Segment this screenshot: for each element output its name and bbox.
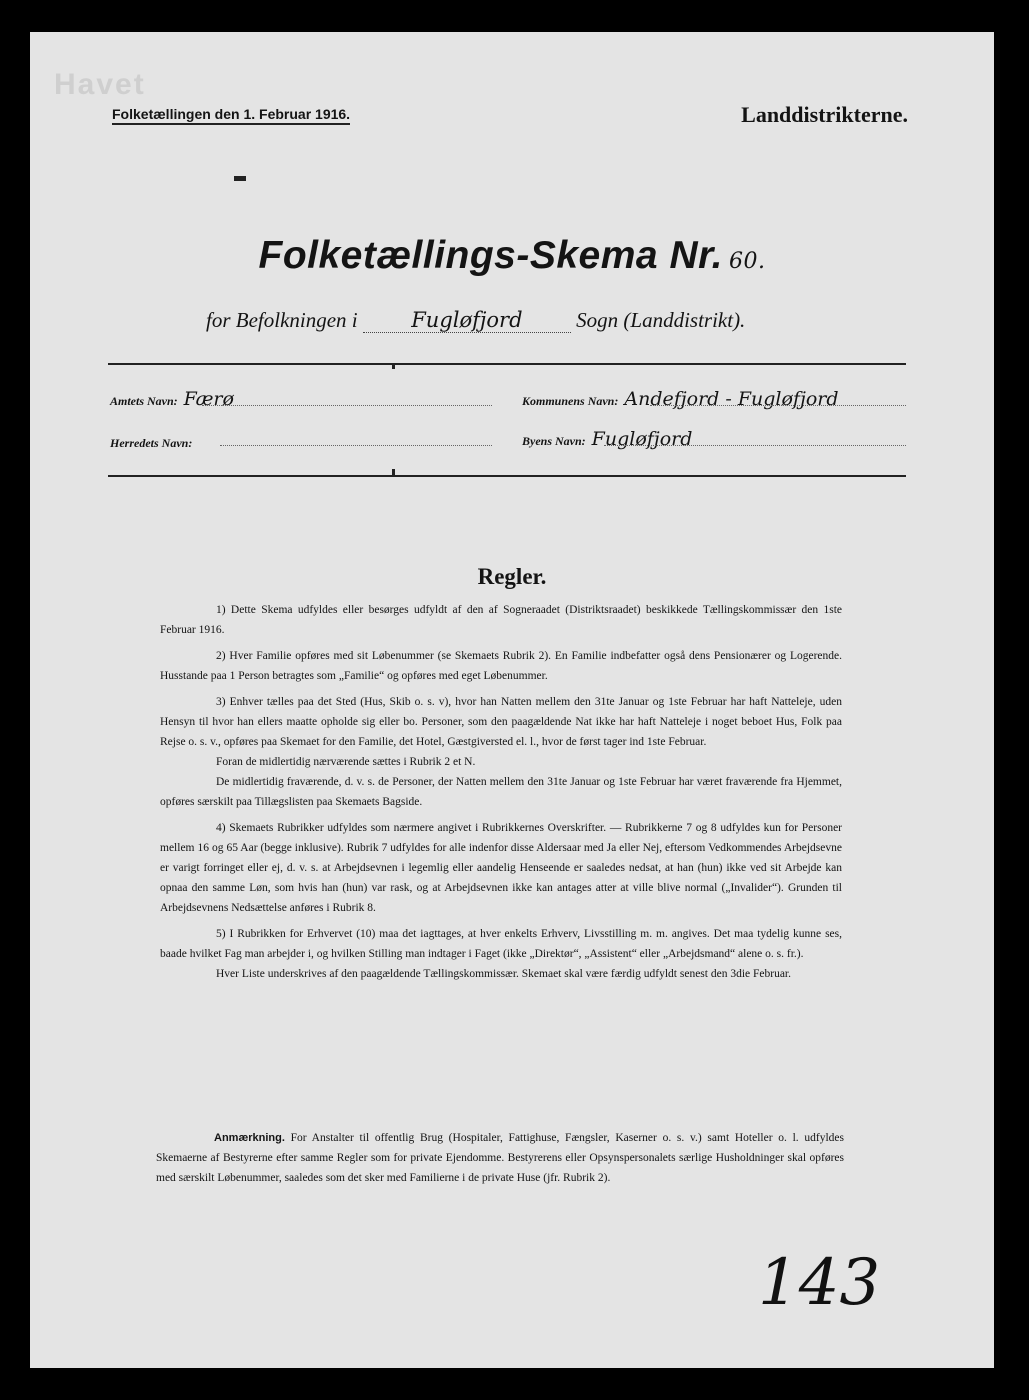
herred-dotted-line [220, 445, 492, 446]
amt-label: Amtets Navn: [110, 394, 178, 408]
divider-tick [392, 363, 395, 369]
divider-bottom [108, 475, 906, 477]
form-title-text: Folketællings-Skema Nr. [258, 234, 723, 277]
rules-heading: Regler. [477, 564, 547, 589]
rules-body [160, 600, 842, 990]
rule-paragraph: 5) I Rubrikken for Erhvervet (10) maa det iagttages, at hver enkelts Erhverv, Livsstilling m. m. angives. Det maa tydelig kunne ses, baade hvilket Fag man arbejder i, og hvilken Stilling man indtager i Faget (ikke „Direktør“, „Assistent“ eller „Arbejdsmand“ alene o. s. fr.). [160, 928, 842, 960]
ink-mark [234, 176, 246, 181]
bleed-through-text: Havet [54, 68, 146, 101]
by-field [522, 428, 692, 450]
divider-top [108, 363, 906, 365]
anmaerkning-note [156, 1128, 844, 1188]
rule-paragraph: Foran de midlertidig nærværende sættes i Rubrik 2 et N. [216, 756, 476, 768]
kommune-field [522, 388, 839, 410]
amt-field [110, 388, 234, 410]
census-date-header: Folketællingen den 1. Februar 1916. [112, 106, 350, 125]
census-form-page [30, 32, 994, 1368]
anmaerkning-text: For Anstalter til offentlig Brug (Hospitaler, Fattighuse, Fængsler, Kaserner o. s. v.) samt Hoteller o. l. udfyldes Skemaerne af Bestyrerne efter samme Regler som for private Ejendomme. Bestyrerens eller Opsynspersonalets særlige Husholdninger skal opføres med særskilt Løbenummer, saaledes som det sker med Familierne i de private Huse (jfr. Rubrik 2). [156, 1132, 844, 1184]
page-number-handwritten: 143 [758, 1246, 881, 1320]
by-label: Byens Navn: [522, 434, 586, 448]
kommune-label: Kommunens Navn: [522, 394, 619, 408]
kommune-value: Andefjord - Fugløfjord [624, 388, 839, 410]
rule-paragraph: 3) Enhver tælles paa det Sted (Hus, Skib o. s. v), hvor han Natten mellem den 31te Januar og 1ste Februar har haft Natteleje, uden Hensyn til hvor han ellers maatte opholde sig eller bo. Personer, som den paagældende Nat ikke har haft Natteleje i noget beboet Hus, Folk paa Rejse o. s. v., opføres paa Skemaet for den Familie, det Hotel, Gæstgiversted el. l., hvor de først tager ind 1ste Februar. [160, 696, 842, 748]
subtitle-prefix: for Befolkningen i [206, 308, 358, 332]
amt-dotted-line [202, 405, 492, 406]
rule-paragraph: 2) Hver Familie opføres med sit Løbenummer (se Skemaets Rubrik 2). En Familie indbefatter også dens Pensionærer og Logerende. Husstande paa 1 Person betragtes som „Familie“ og opføres med eget Løbenummer. [160, 650, 842, 682]
subtitle [206, 308, 745, 333]
rule-paragraph: 1) Dette Skema udfyldes eller besørges udfyldt af den af Sogneraadet (Distriktsraadet) beskikkede Tællingskommissær den 1ste Februar 1916. [160, 604, 842, 636]
form-title [30, 234, 994, 278]
form-number-handwritten: 60. [728, 249, 766, 274]
herred-label: Herredets Navn: [110, 436, 193, 450]
by-value: Fugløfjord [591, 428, 693, 450]
rule-paragraph: De midlertidig fraværende, d. v. s. de Personer, der Natten mellem den 31te Januar og 1ste Februar har været fraværende fra Hjemmet, opføres særskilt paa Tillægslisten paa Skemaets Bagside. [160, 776, 842, 808]
kommune-dotted-line [650, 405, 906, 406]
rule-paragraph: Hver Liste underskrives af den paagældende Tællingskommissær. Skemaet skal være færdig udfyldt senest den 3die Februar. [216, 968, 791, 980]
sogn-handwritten: Fugløfjord [363, 308, 571, 333]
district-type-header: Landdistrikterne. [741, 102, 908, 127]
divider-bottom-tick [392, 469, 395, 475]
by-dotted-line [604, 445, 906, 446]
subtitle-suffix: Sogn (Landdistrikt). [576, 308, 746, 332]
amt-value: Færø [183, 388, 234, 410]
anmaerkning-label: Anmærkning. [214, 1132, 285, 1144]
rule-paragraph: 4) Skemaets Rubrikker udfyldes som nærmere angivet i Rubrikkernes Overskrifter. — Rubrikkerne 7 og 8 udfyldes kun for Personer mellem 16 og 65 Aar (begge inklusive). Rubrik 7 udfyldes for alle indenfor disse Aldersaar med Ja eller Nej, eftersom Vedkommendes Arbejdsevne er varigt forringet eller ej, d. v. s. at Arbejdsevnen i legemlig eller aandelig Henseende er saaledes nedsat, at han (hun) ikke ved sit Arbejde kan opnaa den samme Løn, som hvis han (hun) var rask, og at Arbejdsevnen ikke kan antages atter at ville blive normal („Invalider“). Grunden til Arbejdsevnens Nedsættelse anføres i Rubrik 8. [160, 822, 842, 914]
herred-field [110, 430, 198, 452]
